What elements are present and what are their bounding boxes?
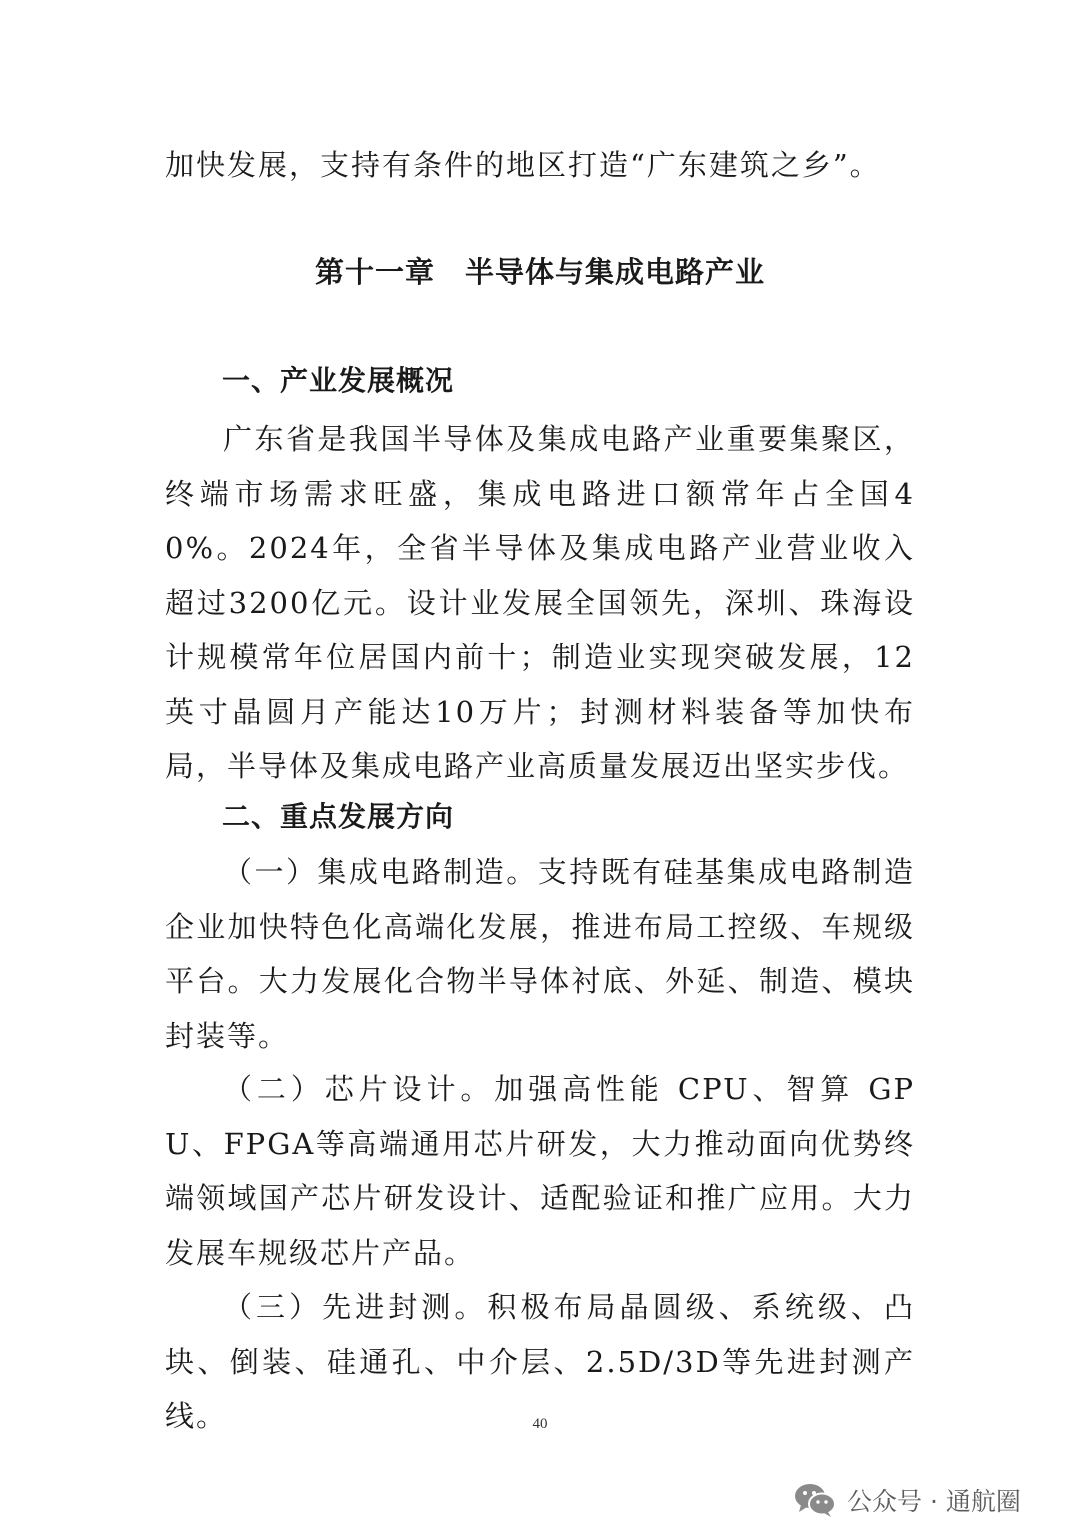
direction-paragraph-chip-design: （二）芯片设计。加强高性能 CPU、智算 GPU、FPGA等高端通用芯片研发，大力推动面向优势终端领域国产芯片研发设计、适配验证和推广应用。大力发展车规级芯片产品。	[165, 1072, 915, 1270]
section-heading-directions: 二、重点发展方向	[222, 800, 455, 833]
chapter-number: 第十一章	[314, 255, 435, 289]
intro-text: 加快发展，支持有条件的地区打造“广东建筑之乡”。	[165, 148, 881, 182]
direction-paragraph-packaging: （三）先进封测。积极布局晶圆级、系统级、凸块、倒装、硅通孔、中介层、2.5D/3D等先进封测产线。	[165, 1290, 915, 1433]
chapter-name: 半导体与集成电路产业	[465, 255, 766, 289]
wechat-icon	[793, 1482, 837, 1518]
intro-paragraph	[165, 138, 915, 193]
section-heading-overview: 一、产业发展概况	[222, 364, 455, 397]
watermark-text: 公众号 · 通航圈	[847, 1487, 1021, 1516]
overview-paragraph: 广东省是我国半导体及集成电路产业重要集聚区，终端市场需求旺盛，集成电路进口额常年占全国40%。2024年，全省半导体及集成电路产业营业收入超过3200亿元。设计业发展全国领先，深圳、珠海设计规模常年位居国内前十；制造业实现突破发展，12英寸晶圆月产能达10万片；封测材料装备等加快布局，半导体及集成电路产业高质量发展迈出坚实步伐。	[165, 422, 915, 783]
chapter-title	[0, 252, 1080, 292]
watermark	[793, 1480, 1021, 1520]
page-number: 40	[532, 1416, 548, 1432]
direction-paragraph-manufacturing: （一）集成电路制造。支持既有硅基集成电路制造企业加快特色化高端化发展，推进布局工控级、车规级平台。大力发展化合物半导体衬底、外延、制造、模块封装等。	[165, 855, 915, 1053]
